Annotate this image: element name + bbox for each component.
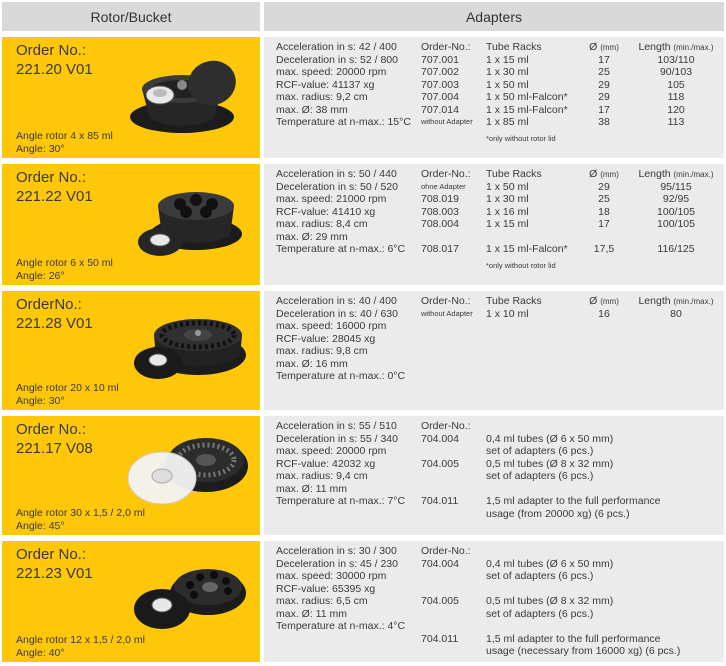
adapter-cell-221-20 xyxy=(264,37,724,158)
spec-item: Deceleration in s: 40 / 630 xyxy=(276,307,398,320)
rotor-description xyxy=(16,507,145,533)
order-no-cell: 707.004 xyxy=(421,91,459,103)
rotor-cell-221-28 xyxy=(2,291,260,410)
length-cell: 92/95 xyxy=(662,193,690,205)
length-heading xyxy=(632,168,720,181)
length-unit: (min./max.) xyxy=(673,297,714,306)
length-cell: 113 xyxy=(667,116,685,128)
order-no-cell: without Adapter xyxy=(421,308,473,318)
rotor-angle: Angle: 30° xyxy=(16,395,65,407)
tube-rack-cell: 1 x 85 ml xyxy=(486,116,529,128)
order-label: Order No.: xyxy=(16,169,87,186)
length-cell: 103/110 xyxy=(657,53,695,66)
length-spacer xyxy=(632,231,720,244)
length-column xyxy=(632,41,720,129)
order-label: Order No.: xyxy=(16,546,87,563)
order-no-cell: 704.011 xyxy=(421,495,459,507)
diameter-heading-label: Ø xyxy=(589,168,598,180)
rotor-cell-221-20 xyxy=(2,37,260,158)
order-number xyxy=(16,420,93,458)
spec-item: Acceleration in s: 50 / 440 xyxy=(276,168,397,180)
length-heading-label: Length xyxy=(638,168,671,180)
spec-item: max. speed: 30000 rpm xyxy=(276,570,387,582)
order-no-heading: Order-No.: xyxy=(421,545,471,557)
adapter-spacer xyxy=(486,420,661,433)
order-no-cell: 707.014 xyxy=(421,103,459,116)
diameter-unit: (mm) xyxy=(600,170,619,179)
order-no-cell: 704.011 xyxy=(421,632,459,645)
spec-item: max. radius: 6,5 cm xyxy=(276,595,368,607)
angle-rotor-20x10-image xyxy=(126,305,250,389)
adapter-line: usage (necessary from 16000 xg) (6 pcs.) xyxy=(486,645,681,657)
spec-item: max. radius: 9,4 cm xyxy=(276,470,368,482)
adapter-description-column xyxy=(486,420,661,520)
order-no-column xyxy=(421,420,471,508)
adapter-cell-221-17 xyxy=(264,416,724,535)
order-no-column xyxy=(421,41,473,129)
spec-list xyxy=(276,420,405,508)
length-heading-label: Length xyxy=(638,41,671,53)
spec-item: RCF-value: 41410 xg xyxy=(276,205,376,218)
diameter-heading xyxy=(582,168,626,181)
diameter-cell: 18 xyxy=(598,205,610,218)
length-heading-label: Length xyxy=(638,295,671,307)
tube-rack-cell: 1 x 16 ml xyxy=(486,205,529,218)
order-number xyxy=(16,295,93,333)
tube-rack-spacer xyxy=(486,231,568,244)
rotor-cell-221-17 xyxy=(2,416,260,535)
spec-item: Deceleration in s: 50 / 520 xyxy=(276,180,398,193)
length-unit: (min./max.) xyxy=(673,43,714,52)
spec-item: max. speed: 16000 rpm xyxy=(276,320,387,332)
length-unit: (min./max.) xyxy=(673,170,714,179)
order-no-heading: Order-No.: xyxy=(421,420,471,432)
spec-item: max. speed: 20000 rpm xyxy=(276,445,387,457)
spec-item: max. radius: 9,2 cm xyxy=(276,91,368,103)
order-number xyxy=(16,41,93,79)
length-heading xyxy=(632,295,720,308)
rotor-angle: Angle: 26° xyxy=(16,270,65,282)
order-value: 221.28 V01 xyxy=(16,315,93,332)
diameter-unit: (mm) xyxy=(600,297,619,306)
adapter-line: 0,4 ml tubes (Ø 6 x 50 mm) xyxy=(486,432,614,445)
length-cell: 100/105 xyxy=(657,205,695,218)
tube-racks-column xyxy=(486,295,542,320)
diameter-cell: 17 xyxy=(598,103,610,116)
order-no-cell: 707.001 xyxy=(421,53,459,66)
rotor-cell-221-22 xyxy=(2,164,260,285)
order-no-cell: 708.017 xyxy=(421,243,459,255)
order-no-spacer xyxy=(421,608,471,621)
spec-item: max. Ø: 11 mm xyxy=(276,607,347,620)
tube-racks-heading: Tube Racks xyxy=(486,41,542,53)
rotor-name: Angle rotor 20 x 10 ml xyxy=(16,382,119,394)
spec-item: max. Ø: 38 mm xyxy=(276,103,348,116)
angle-rotor-30x1-5-image xyxy=(122,426,250,514)
length-cell: 120 xyxy=(667,103,685,116)
length-cell: 80 xyxy=(670,307,682,320)
spec-item: Temperature at n-max.: 4°C xyxy=(276,620,406,632)
order-label: Order No.: xyxy=(16,421,87,438)
tube-rack-cell: 1 x 15 ml-Falcon* xyxy=(486,103,568,116)
tube-rack-cell: 1 x 10 ml xyxy=(486,307,529,320)
order-label: Order No.: xyxy=(16,42,87,59)
diameter-cell: 38 xyxy=(598,116,610,128)
tube-rack-cell: 1 x 30 ml xyxy=(486,193,529,205)
rotor-description xyxy=(16,382,119,408)
order-no-cell: 704.004 xyxy=(421,432,459,445)
diameter-cell: 17 xyxy=(598,218,610,230)
adapter-line: set of adapters (6 pcs.) xyxy=(486,570,594,582)
adapter-spacer xyxy=(486,620,680,633)
diameter-cell: 16 xyxy=(598,307,610,320)
spec-item: max. speed: 20000 rpm xyxy=(276,66,387,78)
angle-rotor-6x50-image xyxy=(128,174,248,262)
rotor-angle: Angle: 40° xyxy=(16,647,65,659)
order-no-column xyxy=(421,168,471,256)
footnote: *only without rotor lid xyxy=(486,134,556,143)
spec-item: Acceleration in s: 42 / 400 xyxy=(276,41,397,53)
rotor-name: Angle rotor 30 x 1,5 / 2,0 ml xyxy=(16,507,145,519)
spec-item: max. radius: 8,4 cm xyxy=(276,218,368,230)
spec-item: RCF-value: 65395 xg xyxy=(276,582,376,595)
diameter-cell: 17,5 xyxy=(593,243,615,255)
diameter-column xyxy=(582,41,626,129)
spec-item: Deceleration in s: 55 / 340 xyxy=(276,432,398,445)
order-no-spacer xyxy=(421,620,471,633)
spec-item: RCF-value: 28045 xg xyxy=(276,332,376,345)
order-number xyxy=(16,168,93,206)
length-cell: 105 xyxy=(667,78,685,91)
diameter-cell: 29 xyxy=(598,180,610,193)
rotor-name: Angle rotor 4 x 85 ml xyxy=(16,130,113,142)
order-no-spacer xyxy=(421,483,471,496)
spec-item: RCF-value: 41137 xg xyxy=(276,78,375,91)
order-no-cell: 708.019 xyxy=(421,193,459,205)
rotor-name: Angle rotor 12 x 1,5 / 2,0 ml xyxy=(16,634,145,646)
adapter-line: set of adapters (6 pcs.) xyxy=(486,445,594,457)
order-no-spacer xyxy=(421,570,471,583)
tube-rack-cell: 1 x 50 ml xyxy=(486,78,529,91)
adapter-line: set of adapters (6 pcs.) xyxy=(486,607,594,620)
diameter-heading-label: Ø xyxy=(589,41,598,53)
spec-item: Temperature at n-max.: 6°C xyxy=(276,243,406,255)
length-column xyxy=(632,168,720,256)
order-no-heading: Order-No.: xyxy=(421,295,471,307)
adapter-spacer xyxy=(486,583,680,596)
rotor-description xyxy=(16,634,145,660)
spec-item: max. Ø: 16 mm xyxy=(276,357,348,370)
order-no-heading: Order-No.: xyxy=(421,41,471,53)
order-no-cell: 704.004 xyxy=(421,557,459,570)
spec-item: max. radius: 9,8 cm xyxy=(276,345,368,357)
diameter-heading xyxy=(582,41,626,54)
rotor-angle: Angle: 30° xyxy=(16,143,65,155)
tube-rack-cell: 1 x 15 ml xyxy=(486,53,529,66)
adapter-description-column xyxy=(486,545,680,658)
order-no-cell: 708.004 xyxy=(421,218,459,230)
diameter-heading xyxy=(582,295,626,308)
rotor-description xyxy=(16,130,113,156)
rotor-description xyxy=(16,257,113,283)
tube-rack-cell: 1 x 50 ml xyxy=(486,180,529,193)
diameter-cell: 17 xyxy=(598,53,610,66)
spec-item: RCF-value: 42032 xg xyxy=(276,457,376,470)
spec-item: Acceleration in s: 55 / 510 xyxy=(276,420,397,432)
adapter-line: set of adapters (6 pcs.) xyxy=(486,470,594,482)
order-no-column xyxy=(421,545,471,645)
order-no-cell: without Adapter xyxy=(421,117,473,126)
adapters-header xyxy=(264,2,724,31)
order-no-cell: 704.005 xyxy=(421,457,459,470)
length-column xyxy=(632,295,720,320)
rotor-bucket-header xyxy=(2,2,260,31)
adapter-line: usage (from 20000 xg) (6 pcs.) xyxy=(486,507,630,520)
tube-rack-cell: 1 x 15 ml xyxy=(486,218,529,230)
adapter-line: 0,5 ml tubes (Ø 8 x 32 mm) xyxy=(486,457,614,470)
spec-item: max. speed: 21000 rpm xyxy=(276,193,387,205)
tube-rack-cell: 1 x 15 ml-Falcon* xyxy=(486,243,568,255)
diameter-cell: 25 xyxy=(598,193,610,205)
order-no-cell: 707.002 xyxy=(421,66,459,78)
adapter-line: 1,5 ml adapter to the full performance xyxy=(486,495,661,507)
rotor-name: Angle rotor 6 x 50 ml xyxy=(16,257,113,269)
spec-item: Deceleration in s: 52 / 800 xyxy=(276,53,398,66)
order-label: OrderNo.: xyxy=(16,296,82,313)
length-heading xyxy=(632,41,720,54)
spec-item: Temperature at n-max.: 7°C xyxy=(276,495,406,507)
adapter-cell-221-22 xyxy=(264,164,724,285)
length-cell: 95/115 xyxy=(660,180,692,193)
order-no-spacer xyxy=(421,583,471,596)
order-value: 221.22 V01 xyxy=(16,188,93,205)
angle-rotor-4x85-image xyxy=(122,47,246,137)
diameter-heading-label: Ø xyxy=(589,295,598,307)
diameter-cell: 29 xyxy=(598,78,610,91)
adapter-line: 0,4 ml tubes (Ø 6 x 50 mm) xyxy=(486,557,614,570)
angle-rotor-12x1-5-image xyxy=(126,553,250,639)
diameter-unit: (mm) xyxy=(600,43,619,52)
adapter-line: 0,5 ml tubes (Ø 8 x 32 mm) xyxy=(486,595,614,607)
order-no-cell: ohne Adapter xyxy=(421,181,466,191)
order-no-heading: Order-No.: xyxy=(421,168,471,180)
rotor-bucket-header-label: Rotor/Bucket xyxy=(90,8,172,25)
order-number xyxy=(16,545,93,583)
tube-rack-cell: 1 x 50 ml-Falcon* xyxy=(486,91,568,103)
adapter-cell-221-28 xyxy=(264,291,724,410)
adapter-spacer xyxy=(486,483,661,496)
adapter-cell-221-23 xyxy=(264,541,724,662)
adapter-line: 1,5 ml adapter to the full performance xyxy=(486,632,661,645)
spec-item: Acceleration in s: 40 / 400 xyxy=(276,295,397,307)
order-no-spacer xyxy=(421,231,471,244)
length-cell: 100/105 xyxy=(657,218,695,230)
spec-item: Deceleration in s: 45 / 230 xyxy=(276,557,398,570)
tube-rack-cell: 1 x 30 ml xyxy=(486,66,529,78)
tube-racks-heading: Tube Racks xyxy=(486,168,542,180)
rotor-angle: Angle: 45° xyxy=(16,520,65,532)
adapter-spacer xyxy=(486,545,680,558)
tube-racks-column xyxy=(486,168,568,256)
spec-item: max. Ø: 11 mm xyxy=(276,482,347,495)
diameter-cell: 25 xyxy=(598,66,610,78)
diameter-column xyxy=(582,168,626,256)
diameter-spacer xyxy=(582,231,626,244)
order-value: 221.23 V01 xyxy=(16,565,93,582)
tube-racks-column xyxy=(486,41,568,129)
order-no-cell: 704.005 xyxy=(421,595,459,607)
order-no-column xyxy=(421,295,473,320)
spec-item: Temperature at n-max.: 0°C xyxy=(276,370,406,382)
diameter-cell: 29 xyxy=(598,91,610,103)
spec-list xyxy=(276,545,405,633)
spec-list xyxy=(276,41,411,129)
diameter-column xyxy=(582,295,626,320)
order-no-cell: 708.003 xyxy=(421,205,459,218)
order-value: 221.17 V08 xyxy=(16,440,93,457)
length-cell: 90/103 xyxy=(659,66,693,78)
order-no-spacer xyxy=(421,470,471,483)
spec-list xyxy=(276,295,405,383)
footnote: *only without rotor lid xyxy=(486,261,556,270)
spec-item: Acceleration in s: 30 / 300 xyxy=(276,545,397,557)
adapters-header-label: Adapters xyxy=(465,8,523,25)
order-value: 221.20 V01 xyxy=(16,61,93,78)
spec-list xyxy=(276,168,405,256)
length-cell: 118 xyxy=(667,91,685,103)
spec-item: max. Ø: 29 mm xyxy=(276,230,348,243)
length-cell: 116/125 xyxy=(657,243,695,255)
tube-racks-heading: Tube Racks xyxy=(486,295,542,307)
rotor-cell-221-23 xyxy=(2,541,260,662)
spec-item: Temperature at n-max.: 15°C xyxy=(276,116,411,128)
order-no-spacer xyxy=(421,445,471,458)
order-no-cell: 707.003 xyxy=(421,78,459,91)
